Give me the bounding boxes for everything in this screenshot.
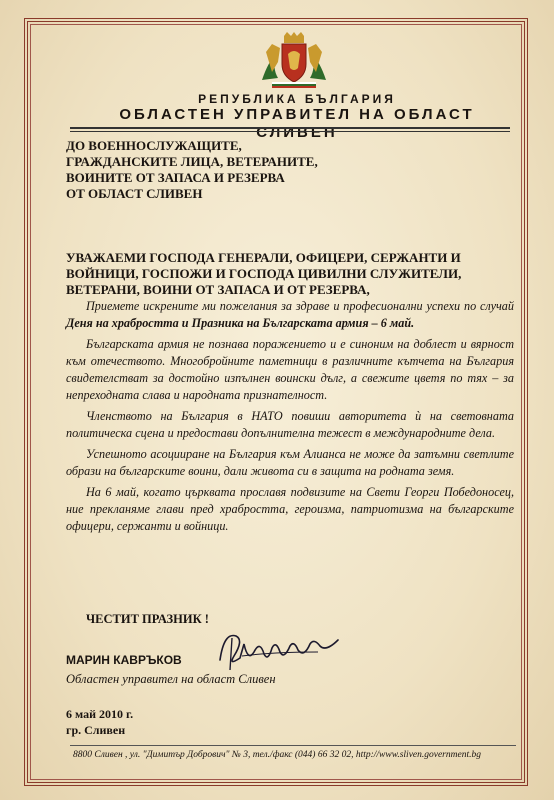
footer-contact: 8800 Сливен , ул. "Димитър Добрович" № 3, тел./факс (044) 66 32 02, http://www.sliven.government.bg — [73, 750, 481, 760]
addressee-line: ВОИНИТЕ ОТ ЗАПАСА И РЕЗЕРВА — [66, 170, 285, 185]
header-divider-thin — [70, 131, 510, 132]
letter-body — [66, 298, 514, 539]
paragraph — [66, 298, 514, 332]
addressee-block — [66, 138, 506, 202]
addressee-line: ГРАЖДАНСКИТЕ ЛИЦА, ВЕТЕРАНИТЕ, — [66, 154, 318, 169]
salutation-line: ВЕТЕРАНИ, ВОИНИ ОТ ЗАПАСА И ОТ РЕЗЕРВА, — [66, 282, 370, 297]
authority-title: ОБЛАСТЕН УПРАВИТЕЛ НА ОБЛАСТ СЛИВЕН — [119, 106, 475, 141]
coat-of-arms-emblem — [258, 32, 330, 92]
paragraph-text: Приемете искрените ми пожелания за здраве и професионални успехи по случай — [86, 299, 514, 313]
footer-divider — [70, 745, 516, 746]
country-title: РЕПУБЛИКА БЪЛГАРИЯ — [198, 92, 396, 106]
addressee-line: ОТ ОБЛАСТ СЛИВЕН — [66, 186, 203, 201]
signer-title: Областен управител на област Сливен — [66, 672, 276, 686]
holiday-name: Деня на храбростта и Празника на Българската армия – 6 май. — [66, 316, 415, 330]
salutation-line: УВАЖАЕМИ ГОСПОДА ГЕНЕРАЛИ, ОФИЦЕРИ, СЕРЖАНТИ И — [66, 250, 461, 265]
letter-place: гр. Сливен — [66, 723, 126, 737]
letter-date: 6 май 2010 г. — [66, 707, 134, 721]
closing-greeting: ЧЕСТИТ ПРАЗНИК ! — [86, 612, 209, 626]
header-divider-thick — [70, 127, 510, 129]
letterhead — [40, 92, 514, 142]
addressee-line: ДО ВОЕННОСЛУЖАЩИТЕ, — [66, 138, 242, 153]
paragraph: Успешното асоцииране на България към Алианса не може да затъмни светлите образи на българските воини, дали живота си в защита на родната земя. — [66, 447, 514, 478]
paragraph: На 6 май, когато църквата прославя подвизите на Свети Георги Победоносец, ние прекланяме глави пред храбростта, героизма, патриотизма на българските офицери, сержанти и войници. — [66, 485, 514, 533]
salutation-block — [66, 250, 514, 298]
salutation-line: ВОЙНИЦИ, ГОСПОЖИ И ГОСПОДА ЦИВИЛНИ СЛУЖИТЕЛИ, — [66, 266, 462, 281]
signer-name: МАРИН КАВРЪКОВ — [66, 653, 182, 667]
paragraph: Българската армия не познава поражението и е синоним на доблест и вярност към отечеството. Многобройните паметници в различните кътчета на България свидетелстват за достойно изпълнен воински дълг, а свежите цветя по тях – за непреходната слава и народната признателност. — [66, 337, 514, 402]
paragraph: Членството на България в НАТО повиши авторитета ѝ на световната политическа сцена и предостави допълнителна тежест в международните дела. — [66, 409, 514, 440]
